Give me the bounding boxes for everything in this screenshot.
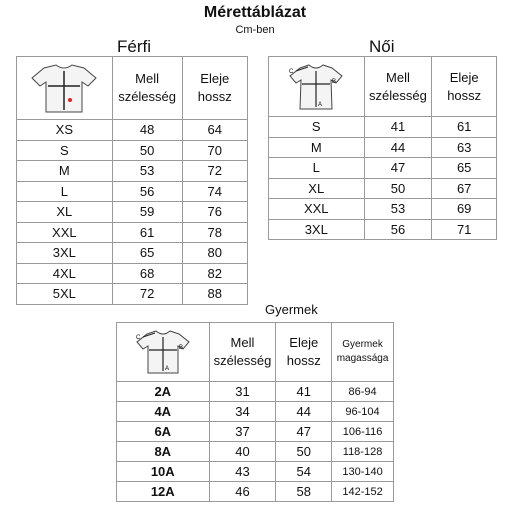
kids-front-length-header: Eleje hossz [276,323,332,382]
men-front-length-cell: 76 [182,202,248,223]
kids-chest-width-cell: 40 [209,442,276,462]
women-chest-width-cell: 50 [364,178,432,199]
women-size-cell: S [269,117,365,138]
men-chest-width-cell: 72 [112,284,182,305]
men-front-length-cell: 74 [182,181,248,202]
kids-front-length-cell: 47 [276,422,332,442]
kids-chest-width-header: Mell szélesség [209,323,276,382]
women-size-cell: XXL [269,199,365,220]
women-front-length-cell: 71 [432,219,497,240]
men-shirt-diagram [17,57,113,120]
svg-text:A: A [164,366,169,372]
women-front-length-cell: 67 [432,178,497,199]
kids-table-row [117,442,394,462]
men-front-length-cell: 72 [182,161,248,182]
kids-table-row [117,422,394,442]
women-chest-width-cell: 47 [364,158,432,179]
men-table-row [17,263,248,284]
men-table-row [17,120,248,141]
kids-chest-width-cell: 43 [209,462,276,482]
men-front-length-cell: 64 [182,120,248,141]
kids-size-cell: 6A [117,422,210,442]
men-size-cell: 4XL [17,263,113,284]
page-subtitle: Cm-ben [235,24,275,36]
women-table-row [269,219,497,240]
men-chest-width-cell: 56 [112,181,182,202]
tshirt-icon [26,62,102,114]
kids-size-cell: 2A [117,382,210,402]
women-front-length-cell: 65 [432,158,497,179]
kids-height-cell: 142-152 [332,482,394,502]
women-chest-width-cell: 41 [364,117,432,138]
kids-chest-width-cell: 46 [209,482,276,502]
kids-size-cell: 10A [117,462,210,482]
women-table-row [269,178,497,199]
kids-chest-width-cell: 31 [209,382,276,402]
kids-chest-width-cell: 34 [209,402,276,422]
men-size-table [16,56,248,305]
svg-text:C: C [135,335,141,341]
women-size-cell: L [269,158,365,179]
page-title: Mérettáblázat [203,4,307,21]
women-chest-width-cell: 56 [364,219,432,240]
women-table-row [269,158,497,179]
kids-front-length-cell: 50 [276,442,332,462]
men-table-row [17,222,248,243]
svg-text:B: B [178,345,183,351]
women-front-length-cell: 63 [432,137,497,158]
men-table-row [17,140,248,161]
women-chest-width-header: Mell szélesség [364,57,432,117]
men-table-row [17,161,248,182]
men-front-length-cell: 70 [182,140,248,161]
men-size-cell: XL [17,202,113,223]
men-chest-width-cell: 68 [112,263,182,284]
men-chest-width-cell: 59 [112,202,182,223]
kids-front-length-cell: 41 [276,382,332,402]
kids-height-header: Gyermek magassága [332,323,394,382]
svg-text:A: A [318,101,323,108]
women-section-title: Női [369,37,395,56]
kids-front-length-cell: 54 [276,462,332,482]
kids-size-cell: 4A [117,402,210,422]
women-table-row [269,117,497,138]
men-size-cell: XXL [17,222,113,243]
kids-height-cell: 130-140 [332,462,394,482]
men-table-row [17,202,248,223]
tshirt-icon [133,328,193,376]
women-front-length-cell: 61 [432,117,497,138]
tshirt-icon [286,62,346,112]
kids-table-row [117,402,394,422]
women-size-cell: XL [269,178,365,199]
women-front-length-cell: 69 [432,199,497,220]
kids-height-cell: 106-116 [332,422,394,442]
women-table-row [269,199,497,220]
men-table-row [17,181,248,202]
men-front-length-cell: 88 [182,284,248,305]
men-size-cell: L [17,181,113,202]
kids-size-cell: 8A [117,442,210,462]
kids-height-cell: 96-104 [332,402,394,422]
women-chest-width-cell: 53 [364,199,432,220]
men-front-length-header: Eleje hossz [182,57,248,120]
kids-table-row [117,482,394,502]
men-table-row [17,284,248,305]
kids-size-cell: 12A [117,482,210,502]
svg-text:B: B [332,78,337,85]
kids-table-row [117,382,394,402]
women-size-cell: M [269,137,365,158]
kids-height-cell: 86-94 [332,382,394,402]
men-front-length-cell: 80 [182,243,248,264]
kids-shirt-diagram [117,323,210,382]
men-table-row [17,243,248,264]
women-size-cell: 3XL [269,219,365,240]
men-chest-width-cell: 50 [112,140,182,161]
men-front-length-cell: 82 [182,263,248,284]
men-section-title: Férfi [117,37,151,56]
kids-size-table [116,322,394,502]
women-shirt-diagram [269,57,365,117]
men-size-cell: M [17,161,113,182]
kids-section-title: Gyermek [265,302,318,317]
kids-front-length-cell: 58 [276,482,332,502]
men-chest-width-cell: 61 [112,222,182,243]
men-chest-width-cell: 53 [112,161,182,182]
women-front-length-header: Eleje hossz [432,57,497,117]
kids-height-cell: 118-128 [332,442,394,462]
women-size-table [268,56,497,240]
kids-front-length-cell: 44 [276,402,332,422]
men-size-cell: 5XL [17,284,113,305]
men-front-length-cell: 78 [182,222,248,243]
kids-chest-width-cell: 37 [209,422,276,442]
men-chest-width-cell: 65 [112,243,182,264]
men-size-cell: S [17,140,113,161]
women-table-row [269,137,497,158]
women-chest-width-cell: 44 [364,137,432,158]
men-size-cell: XS [17,120,113,141]
men-chest-width-header: Mell szélesség [112,57,182,120]
men-chest-width-cell: 48 [112,120,182,141]
men-size-cell: 3XL [17,243,113,264]
kids-table-row [117,462,394,482]
svg-text:C: C [289,68,294,75]
